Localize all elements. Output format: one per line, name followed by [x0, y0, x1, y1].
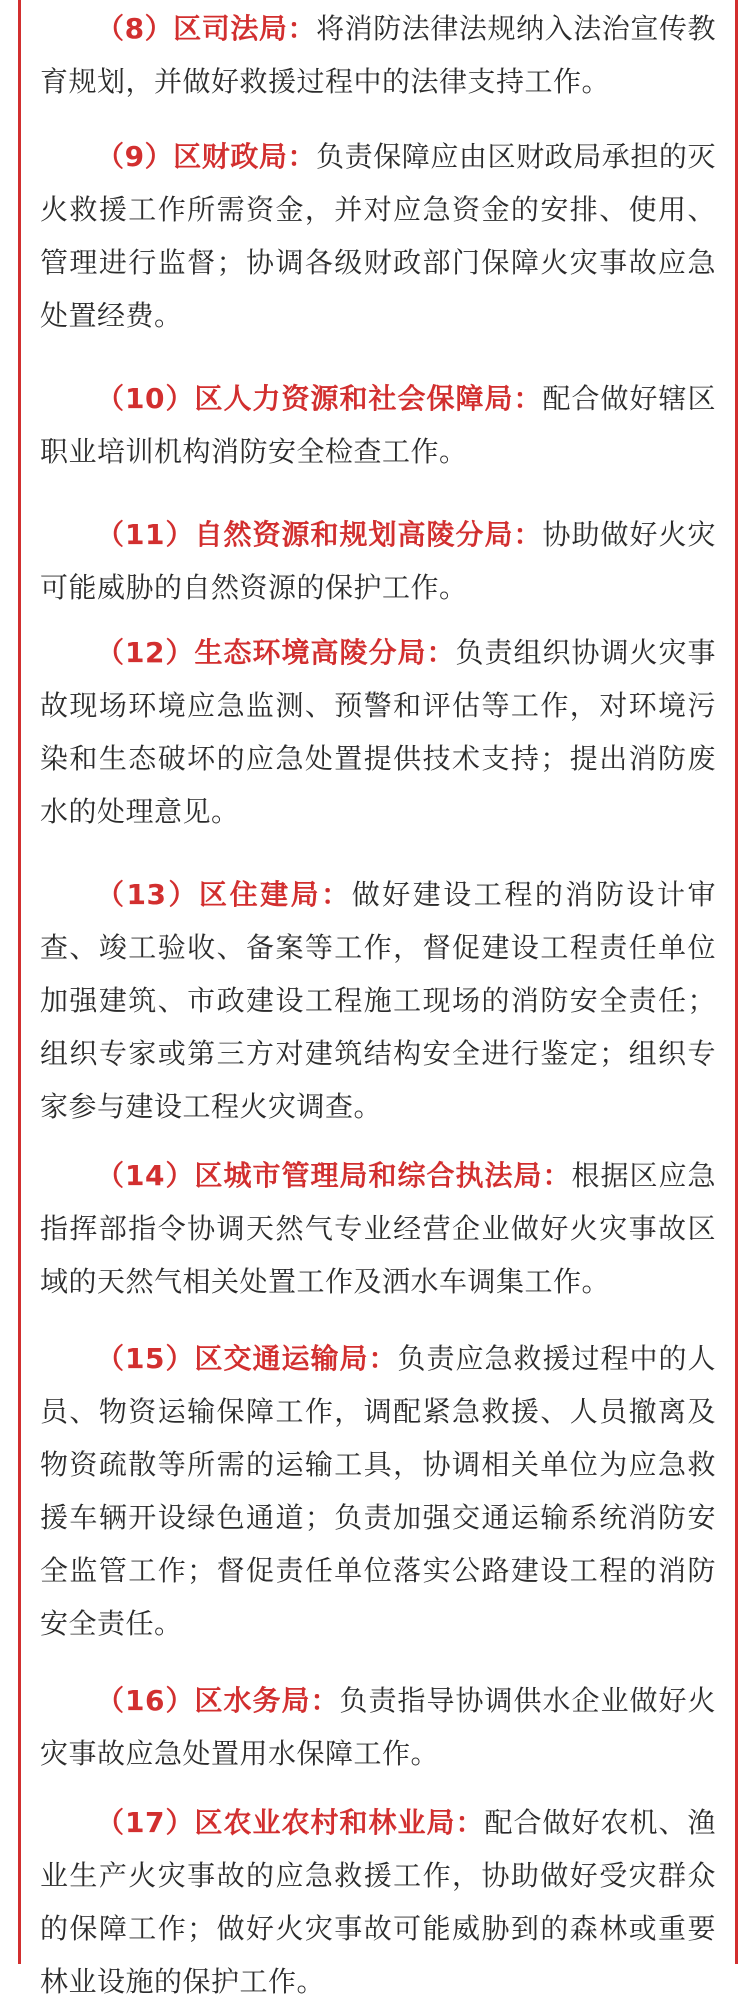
- paragraph-text: 负责保障应由区财政局承担的灭火救援工作所需资金，并对应急资金的安排、使用、管理进行监督；协调各级财政部门保障火灾事故应急处置经费。: [40, 140, 716, 332]
- paragraph-14: [40, 1149, 716, 1308]
- paragraph-text: 做好建设工程的消防设计审查、竣工验收、备案等工作，督促建设工程责任单位加强建筑、市政建设工程施工现场的消防安全责任；组织专家或第三方对建筑结构安全进行鉴定；组织专家参与建设工程火灾调查。: [40, 878, 716, 1123]
- paragraph-heading: （13）区住建局：: [96, 878, 352, 911]
- paragraph-15: [40, 1332, 716, 1650]
- paragraph-16: [40, 1674, 716, 1780]
- paragraph-text: 配合做好农机、渔业生产火灾事故的应急救援工作，协助做好受灾群众的保障工作；做好火灾事故可能威胁到的森林或重要林业设施的保护工作。: [40, 1806, 716, 1998]
- paragraph-heading: （14）区城市管理局和综合执法局：: [96, 1159, 572, 1192]
- paragraph-13: [40, 868, 716, 1133]
- paragraph-17: [40, 1796, 716, 2008]
- paragraph-heading: （9）区财政局：: [96, 140, 317, 173]
- paragraph-text: 协助做好火灾可能威胁的自然资源的保护工作。: [40, 518, 716, 604]
- paragraph-heading: （17）区农业农村和林业局：: [96, 1806, 485, 1839]
- paragraph-text: 根据区应急指挥部指令协调天然气专业经营企业做好火灾事故区域的天然气相关处置工作及洒水车调集工作。: [40, 1159, 716, 1298]
- paragraph-text: 负责组织协调火灾事故现场环境应急监测、预警和评估等工作，对环境污染和生态破坏的应急处置提供技术支持；提出消防废水的处理意见。: [40, 636, 716, 828]
- paragraph-8: [40, 2, 716, 108]
- paragraph-heading: （8）区司法局：: [96, 12, 317, 45]
- paragraph-text: 配合做好辖区职业培训机构消防安全检查工作。: [40, 382, 716, 468]
- paragraph-heading: （12）生态环境高陵分局：: [96, 636, 456, 669]
- paragraph-heading: （16）区水务局：: [96, 1684, 340, 1717]
- paragraph-heading: （15）区交通运输局：: [96, 1342, 398, 1375]
- paragraph-text: 负责应急救援过程中的人员、物资运输保障工作，调配紧急救援、人员撤离及物资疏散等所需的运输工具，协调相关单位为应急救援车辆开设绿色通道；负责加强交通运输系统消防安全监管工作；督促责任单位落实公路建设工程的消防安全责任。: [40, 1342, 716, 1640]
- paragraph-text: 将消防法律法规纳入法治宣传教育规划，并做好救援过程中的法律支持工作。: [40, 12, 716, 98]
- paragraph-text: 负责指导协调供水企业做好火灾事故应急处置用水保障工作。: [40, 1684, 716, 1770]
- document-body: [40, 2, 716, 2008]
- paragraph-11: [40, 508, 716, 614]
- paragraph-9: [40, 130, 716, 342]
- paragraph-heading: （10）区人力资源和社会保障局：: [96, 382, 543, 415]
- paragraph-10: [40, 372, 716, 478]
- paragraph-12: [40, 626, 716, 838]
- paragraph-heading: （11）自然资源和规划高陵分局：: [96, 518, 543, 551]
